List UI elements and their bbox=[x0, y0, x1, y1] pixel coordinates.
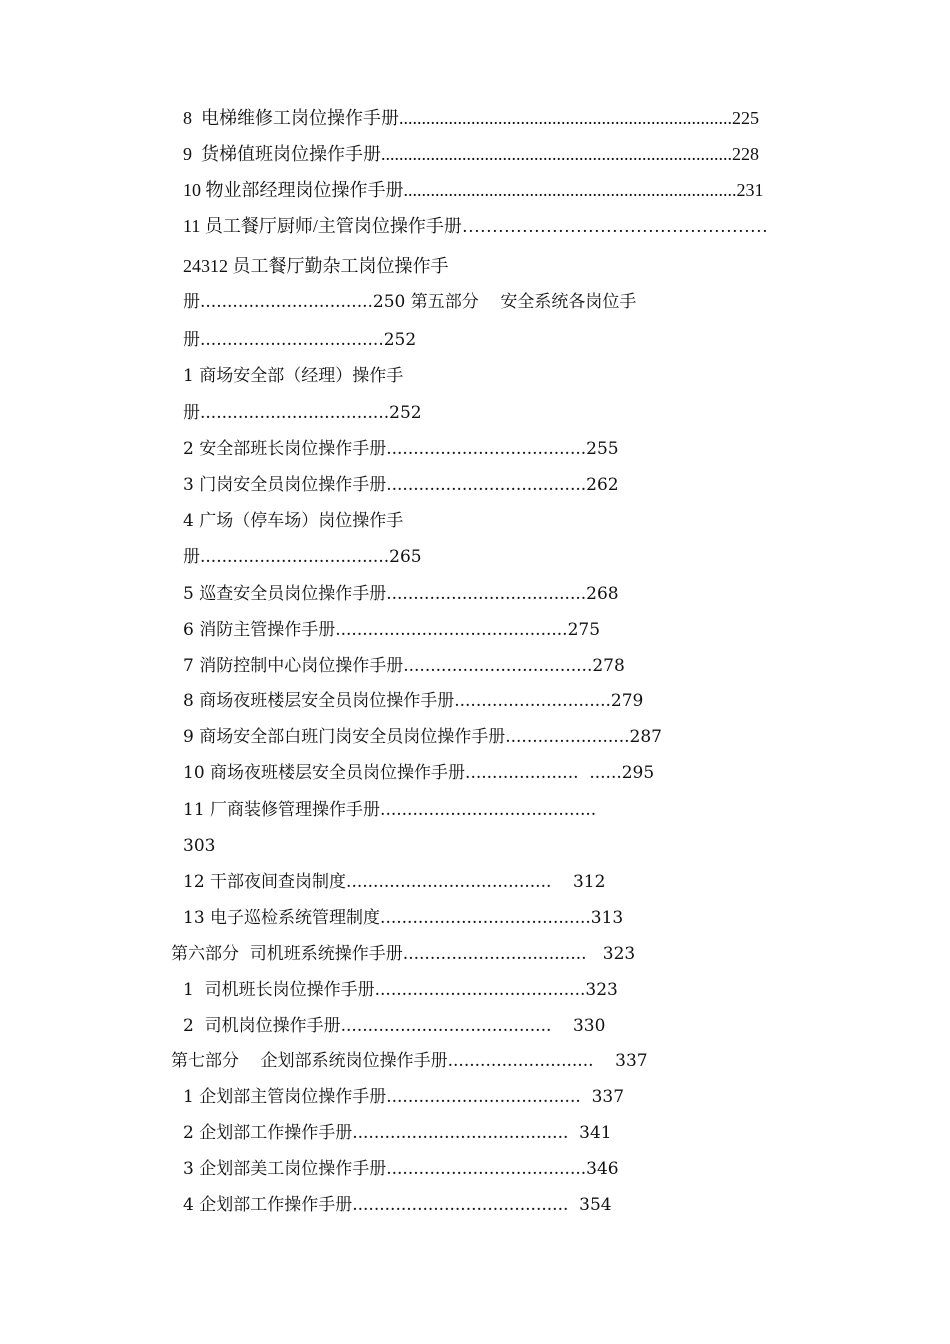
toc-entry: 12 干部夜间查岗制度...................................... 312 bbox=[183, 872, 606, 892]
toc-entry: 303 bbox=[183, 836, 216, 856]
toc-entry: 5 巡查安全员岗位操作手册.....................................268 bbox=[183, 584, 619, 604]
toc-entry: 1 商场安全部（经理）操作手 bbox=[183, 366, 404, 386]
toc-entry: 册...................................252 bbox=[183, 403, 422, 423]
toc-entry: 2 安全部班长岗位操作手册.....................................255 bbox=[183, 439, 619, 459]
toc-entry: 2 企划部工作操作手册........................................ 341 bbox=[183, 1123, 612, 1143]
toc-entry: 3 门岗安全员岗位操作手册.....................................262 bbox=[183, 475, 619, 495]
toc-entry: 8 商场夜班楼层安全员岗位操作手册.............................279 bbox=[183, 691, 644, 711]
toc-entry: 7 消防控制中心岗位操作手册...................................278 bbox=[183, 656, 625, 676]
toc-entry: 9 货梯值班岗位操作手册..............................................................................228 bbox=[183, 144, 759, 164]
toc-entry: 9 商场安全部白班门岗安全员岗位操作手册.......................287 bbox=[183, 727, 662, 747]
toc-entry: 6 消防主管操作手册...........................................275 bbox=[183, 620, 601, 640]
toc-entry: 1 司机班长岗位操作手册.......................................323 bbox=[183, 980, 618, 1000]
toc-entry: 1 企划部主管岗位操作手册.................................... 337 bbox=[183, 1087, 625, 1107]
toc-entry: 册..................................252 bbox=[183, 330, 417, 350]
toc-entry: 册...................................265 bbox=[183, 547, 422, 567]
toc-section-heading: 第七部分 企划部系统岗位操作手册........................... 337 bbox=[171, 1051, 648, 1071]
toc-entry: 10 物业部经理岗位操作手册..........................................................................231 bbox=[183, 180, 764, 200]
toc-entry: 10 商场夜班楼层安全员岗位操作手册..................... ......295 bbox=[183, 763, 655, 783]
toc-entry: 2 司机岗位操作手册....................................... 330 bbox=[183, 1016, 606, 1036]
toc-entry: 4 广场（停车场）岗位操作手 bbox=[183, 511, 404, 531]
toc-entry: 11 厂商装修管理操作手册........................................ bbox=[183, 800, 597, 820]
toc-entry: 4 企划部工作操作手册........................................ 354 bbox=[183, 1195, 612, 1215]
toc-entry: 8 电梯维修工岗位操作手册..........................................................................225 bbox=[183, 108, 759, 128]
toc-section-heading: 第六部分 司机班系统操作手册.................................. 323 bbox=[171, 944, 636, 964]
toc-entry: 册................................250 第五部分 安全系统各岗位手 bbox=[183, 292, 637, 312]
toc-entry: 3 企划部美工岗位操作手册.....................................346 bbox=[183, 1159, 619, 1179]
toc-entry: 24312 员工餐厅勤杂工岗位操作手 bbox=[183, 256, 449, 276]
toc-entry: 11 员工餐厅厨师/主管岗位操作手册…………………………………………… bbox=[183, 216, 768, 236]
toc-entry: 13 电子巡检系统管理制度.......................................313 bbox=[183, 908, 624, 928]
